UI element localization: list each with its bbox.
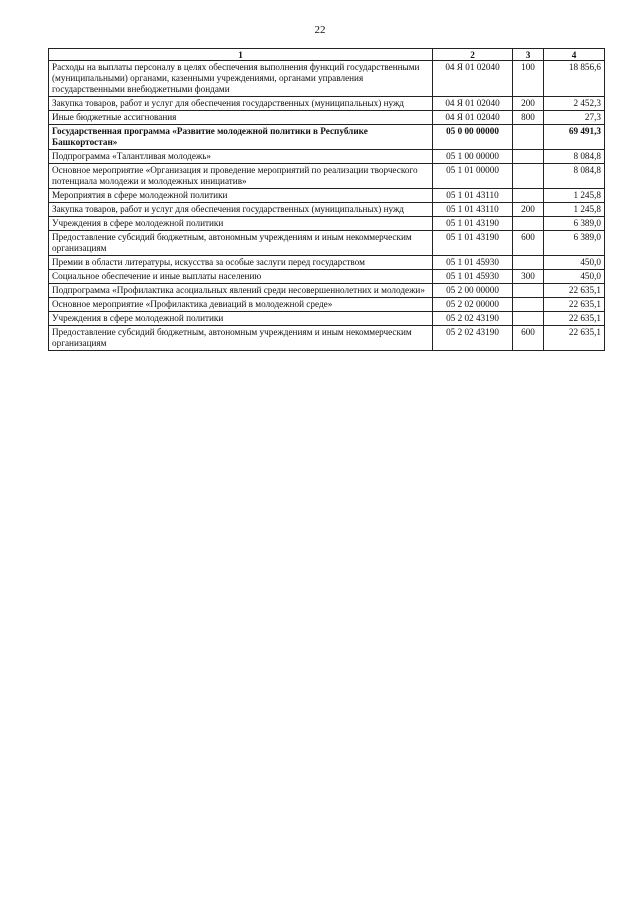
row-type-cell: 100 [513, 61, 544, 97]
table-row [49, 312, 605, 326]
row-name-cell: Иные бюджетные ассигнования [49, 111, 433, 125]
page-number: 22 [314, 24, 326, 36]
row-amount-cell: 6 389,0 [544, 231, 605, 256]
row-code-cell: 04 Я 01 02040 [433, 97, 513, 111]
row-amount-cell: 22 635,1 [544, 284, 605, 298]
row-name-cell: Расходы на выплаты персоналу в целях обеспечения выполнения функций государственными (муниципальными) органами, казенными учреждениями, органами управления государственными внебюджетными фондами [49, 61, 433, 97]
row-code-cell: 05 2 02 43190 [433, 326, 513, 351]
row-amount-cell: 8 084,8 [544, 150, 605, 164]
row-amount-cell: 450,0 [544, 270, 605, 284]
row-type-cell: 200 [513, 203, 544, 217]
column-header-1: 1 [49, 49, 433, 61]
row-type-cell [513, 312, 544, 326]
row-code-cell: 05 1 01 43190 [433, 217, 513, 231]
row-code-cell: 05 1 01 45930 [433, 256, 513, 270]
row-code-cell: 05 2 02 43190 [433, 312, 513, 326]
row-name-cell: Государственная программа «Развитие молодежной политики в Республике Башкортостан» [49, 125, 433, 150]
row-code-cell: 05 0 00 00000 [433, 125, 513, 150]
table-row [49, 326, 605, 351]
row-name-cell: Закупка товаров, работ и услуг для обеспечения государственных (муниципальных) нужд [49, 97, 433, 111]
table-row [49, 270, 605, 284]
row-code-cell: 05 2 02 00000 [433, 298, 513, 312]
row-name-cell: Учреждения в сфере молодежной политики [49, 217, 433, 231]
row-code-cell: 05 1 00 00000 [433, 150, 513, 164]
row-type-cell: 600 [513, 326, 544, 351]
row-name-cell: Предоставление субсидий бюджетным, автономным учреждениям и иным некоммерческим организациям [49, 326, 433, 351]
row-code-cell: 04 Я 01 02040 [433, 111, 513, 125]
row-code-cell: 05 1 01 43110 [433, 189, 513, 203]
row-type-cell [513, 284, 544, 298]
row-code-cell: 05 2 00 00000 [433, 284, 513, 298]
table-header-row [49, 49, 605, 61]
table-row [49, 298, 605, 312]
row-amount-cell: 8 084,8 [544, 164, 605, 189]
row-amount-cell: 22 635,1 [544, 312, 605, 326]
table-row [49, 125, 605, 150]
row-amount-cell: 6 389,0 [544, 217, 605, 231]
row-amount-cell: 18 856,6 [544, 61, 605, 97]
row-code-cell: 05 1 01 43110 [433, 203, 513, 217]
table-row [49, 231, 605, 256]
row-type-cell [513, 298, 544, 312]
row-amount-cell: 2 452,3 [544, 97, 605, 111]
row-type-cell [513, 256, 544, 270]
row-type-cell [513, 125, 544, 150]
row-amount-cell: 1 245,8 [544, 203, 605, 217]
table-row [49, 217, 605, 231]
row-amount-cell: 69 491,3 [544, 125, 605, 150]
table-row [49, 164, 605, 189]
row-amount-cell: 1 245,8 [544, 189, 605, 203]
row-type-cell: 800 [513, 111, 544, 125]
row-type-cell: 600 [513, 231, 544, 256]
row-name-cell: Учреждения в сфере молодежной политики [49, 312, 433, 326]
column-header-3: 3 [513, 49, 544, 61]
row-type-cell: 200 [513, 97, 544, 111]
row-amount-cell: 22 635,1 [544, 298, 605, 312]
row-type-cell [513, 217, 544, 231]
table-row [49, 61, 605, 97]
row-type-cell [513, 150, 544, 164]
row-name-cell: Предоставление субсидий бюджетным, автономным учреждениям и иным некоммерческим организациям [49, 231, 433, 256]
table-row [49, 111, 605, 125]
row-amount-cell: 27,3 [544, 111, 605, 125]
row-name-cell: Основное мероприятие «Организация и проведение мероприятий по реализации творческого потенциала молодежи и молодежных инициатив» [49, 164, 433, 189]
table-body [49, 61, 605, 351]
table-row [49, 189, 605, 203]
row-code-cell: 04 Я 01 02040 [433, 61, 513, 97]
row-name-cell: Подпрограмма «Талантливая молодежь» [49, 150, 433, 164]
table-row [49, 284, 605, 298]
row-type-cell [513, 189, 544, 203]
table-row [49, 150, 605, 164]
row-code-cell: 05 1 01 43190 [433, 231, 513, 256]
budget-table [48, 48, 605, 351]
column-header-2: 2 [433, 49, 513, 61]
table-row [49, 203, 605, 217]
table-row [49, 97, 605, 111]
row-type-cell: 300 [513, 270, 544, 284]
row-name-cell: Закупка товаров, работ и услуг для обеспечения государственных (муниципальных) нужд [49, 203, 433, 217]
row-name-cell: Премии в области литературы, искусства за особые заслуги перед государством [49, 256, 433, 270]
row-name-cell: Подпрограмма «Профилактика асоциальных явлений среди несовершеннолетних и молодежи» [49, 284, 433, 298]
row-amount-cell: 22 635,1 [544, 326, 605, 351]
row-type-cell [513, 164, 544, 189]
column-header-4: 4 [544, 49, 605, 61]
row-name-cell: Основное мероприятие «Профилактика девиаций в молодежной среде» [49, 298, 433, 312]
row-code-cell: 05 1 01 00000 [433, 164, 513, 189]
table-row [49, 256, 605, 270]
row-name-cell: Мероприятия в сфере молодежной политики [49, 189, 433, 203]
row-code-cell: 05 1 01 45930 [433, 270, 513, 284]
row-name-cell: Социальное обеспечение и иные выплаты населению [49, 270, 433, 284]
row-amount-cell: 450,0 [544, 256, 605, 270]
